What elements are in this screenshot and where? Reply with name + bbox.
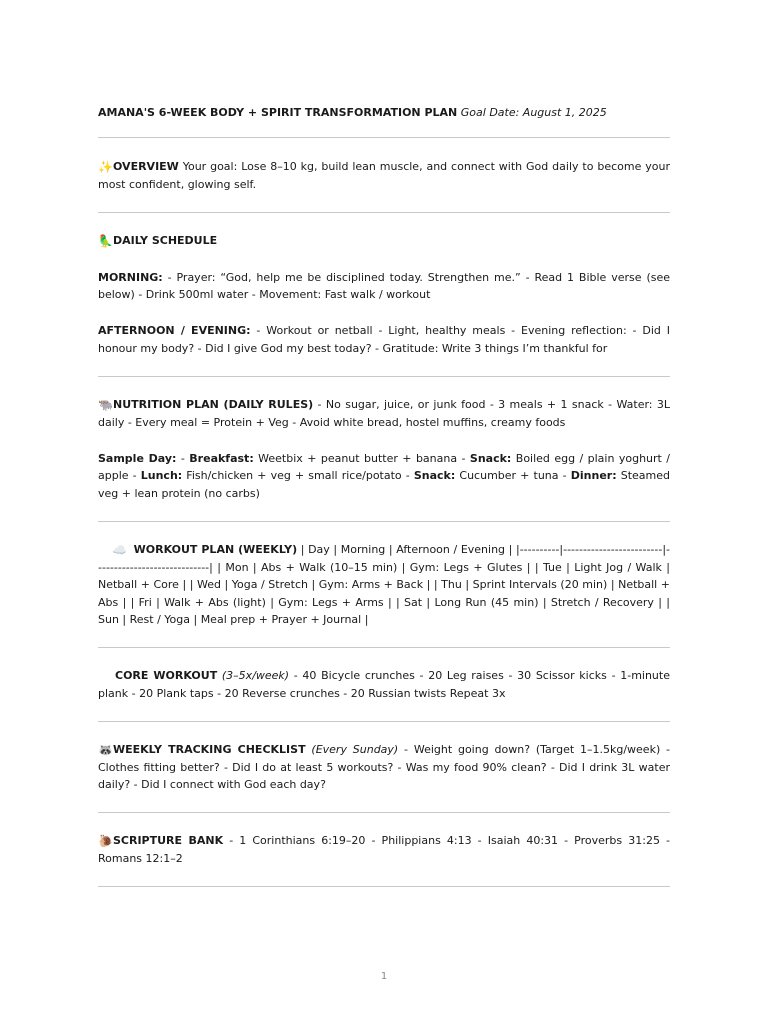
morning-text: - Prayer: “God, help me be disciplined today. Strengthen me.” - Read 1 Bible verse (see below) - Drink 500ml water - Movement: Fast walk / workout (98, 270, 670, 302)
overview-heading: OVERVIEW (113, 160, 179, 174)
morning-label: MORNING: (98, 270, 163, 284)
sparkles-icon: ✨ (98, 160, 113, 175)
core-workout-text: - 40 Bicycle crunches - 20 Leg raises - 30 Scissor kicks - 1-minute plank - 20 Plank taps - 20 Reverse crunches - 20 Russian twists Repeat 3x (98, 669, 670, 700)
dinner-label: Dinner: (570, 469, 617, 483)
buffalo-icon: 🐃 (98, 398, 113, 413)
title-heading: AMANA'S 6-WEEK BODY + SPIRIT TRANSFORMATION PLAN (98, 106, 458, 119)
scripture-heading: SCRIPTURE BANK (113, 834, 224, 848)
snack-text: Boiled egg / plain yoghurt / apple - (98, 452, 670, 483)
snack-label: Snack: (413, 469, 456, 483)
tracking-text: - Weight going down? (Target 1–1.5kg/week) - Clothes fitting better? - Did I do at least 5 workouts? - Was my food 90% clean? - Did I drink 3L water daily? - Did I connect with God each day? (98, 743, 671, 791)
divider (98, 812, 670, 813)
divider (98, 376, 670, 377)
overview-section (98, 158, 670, 193)
scripture-section (98, 832, 670, 867)
overview-text: Your goal: Lose 8–10 kg, build lean muscle, and connect with God daily to become your most confident, glowing self. (98, 160, 670, 191)
sample-day (98, 450, 670, 502)
divider (98, 137, 670, 138)
document-title (98, 104, 670, 121)
snack-text: Cucumber + tuna - (455, 469, 571, 483)
daily-schedule-heading (98, 232, 670, 249)
tracking-section (98, 741, 670, 793)
workout-plan-heading: WORKOUT PLAN (WEEKLY) (133, 543, 298, 557)
core-workout-heading: CORE WORKOUT (115, 669, 218, 683)
evening-text: - Workout or netball - Light, healthy meals - Evening reflection: - Did I honour my body? - Did I give God my best today? - Gratitude: Write 3 things I’m thankful for (98, 324, 670, 355)
daily-schedule-title: DAILY SCHEDULE (113, 234, 218, 248)
snack-label: Snack: (469, 452, 512, 466)
dinner-text: Steamed veg + lean protein (no carbs) (98, 469, 671, 500)
lunch-label: Lunch: (140, 469, 183, 483)
workout-plan-section (98, 541, 670, 628)
divider (98, 212, 670, 213)
divider (98, 521, 670, 522)
divider (98, 647, 670, 648)
scripture-text: - 1 Corinthians 6:19–20 - Philippians 4:13 - Isaiah 40:31 - Proverbs 31:25 - Romans 12:1–2 (98, 834, 671, 865)
document-page (98, 104, 670, 887)
nutrition-section (98, 396, 670, 431)
core-workout-section (98, 667, 670, 702)
tracking-heading: WEEKLY TRACKING CHECKLIST (113, 743, 306, 757)
nutrition-text: - No sugar, juice, or junk food - 3 meals + 1 snack - Water: 3L daily - Every meal = Protein + Veg - Avoid white bread, hostel muffins, creamy foods (98, 398, 670, 429)
morning-routine (98, 269, 670, 304)
breakfast-label: Breakfast: (189, 452, 254, 466)
core-workout-frequency: (3–5x/week) (221, 669, 290, 683)
snail-icon: 🐌 (98, 834, 113, 849)
workout-plan-table-text: | Day | Morning | Afternoon / Evening | |----------|-------------------------|-----------------------------| | Mon | Abs + Walk (10–15 min) | Gym: Legs + Glutes | | Tue | Light Jog / Walk | Netball + Core | | Wed | Yoga / Stretch | Gym: Arms + Back | | Thu | Sprint Intervals (20 min) | Netball + Abs | | Fri | Walk + Abs (light) | Gym: Legs + Arms | | Sat | Long Run (45 min) | Stretch / Recovery | | Sun | Rest / Yoga | Meal prep + Prayer + Journal | (98, 543, 671, 626)
evening-label: AFTERNOON / EVENING: (98, 324, 251, 338)
raccoon-icon: 🦝 (98, 743, 113, 758)
separator: - (176, 452, 190, 466)
evening-routine (98, 322, 670, 357)
nutrition-heading: NUTRITION PLAN (DAILY RULES) (113, 398, 314, 412)
tracking-when: (Every Sunday) (311, 743, 399, 757)
sample-day-label: Sample Day: (98, 452, 177, 466)
page-number: 1 (380, 971, 388, 982)
divider (98, 721, 670, 722)
breakfast-text: Weetbix + peanut butter + banana - (253, 452, 470, 466)
parrot-icon: 🦜 (98, 234, 113, 249)
goal-date: Goal Date: August 1, 2025 (460, 106, 607, 119)
divider (98, 886, 670, 887)
lunch-text: Fish/chicken + veg + small rice/potato - (182, 469, 414, 483)
cloud-icon: ☁️ (112, 543, 127, 558)
